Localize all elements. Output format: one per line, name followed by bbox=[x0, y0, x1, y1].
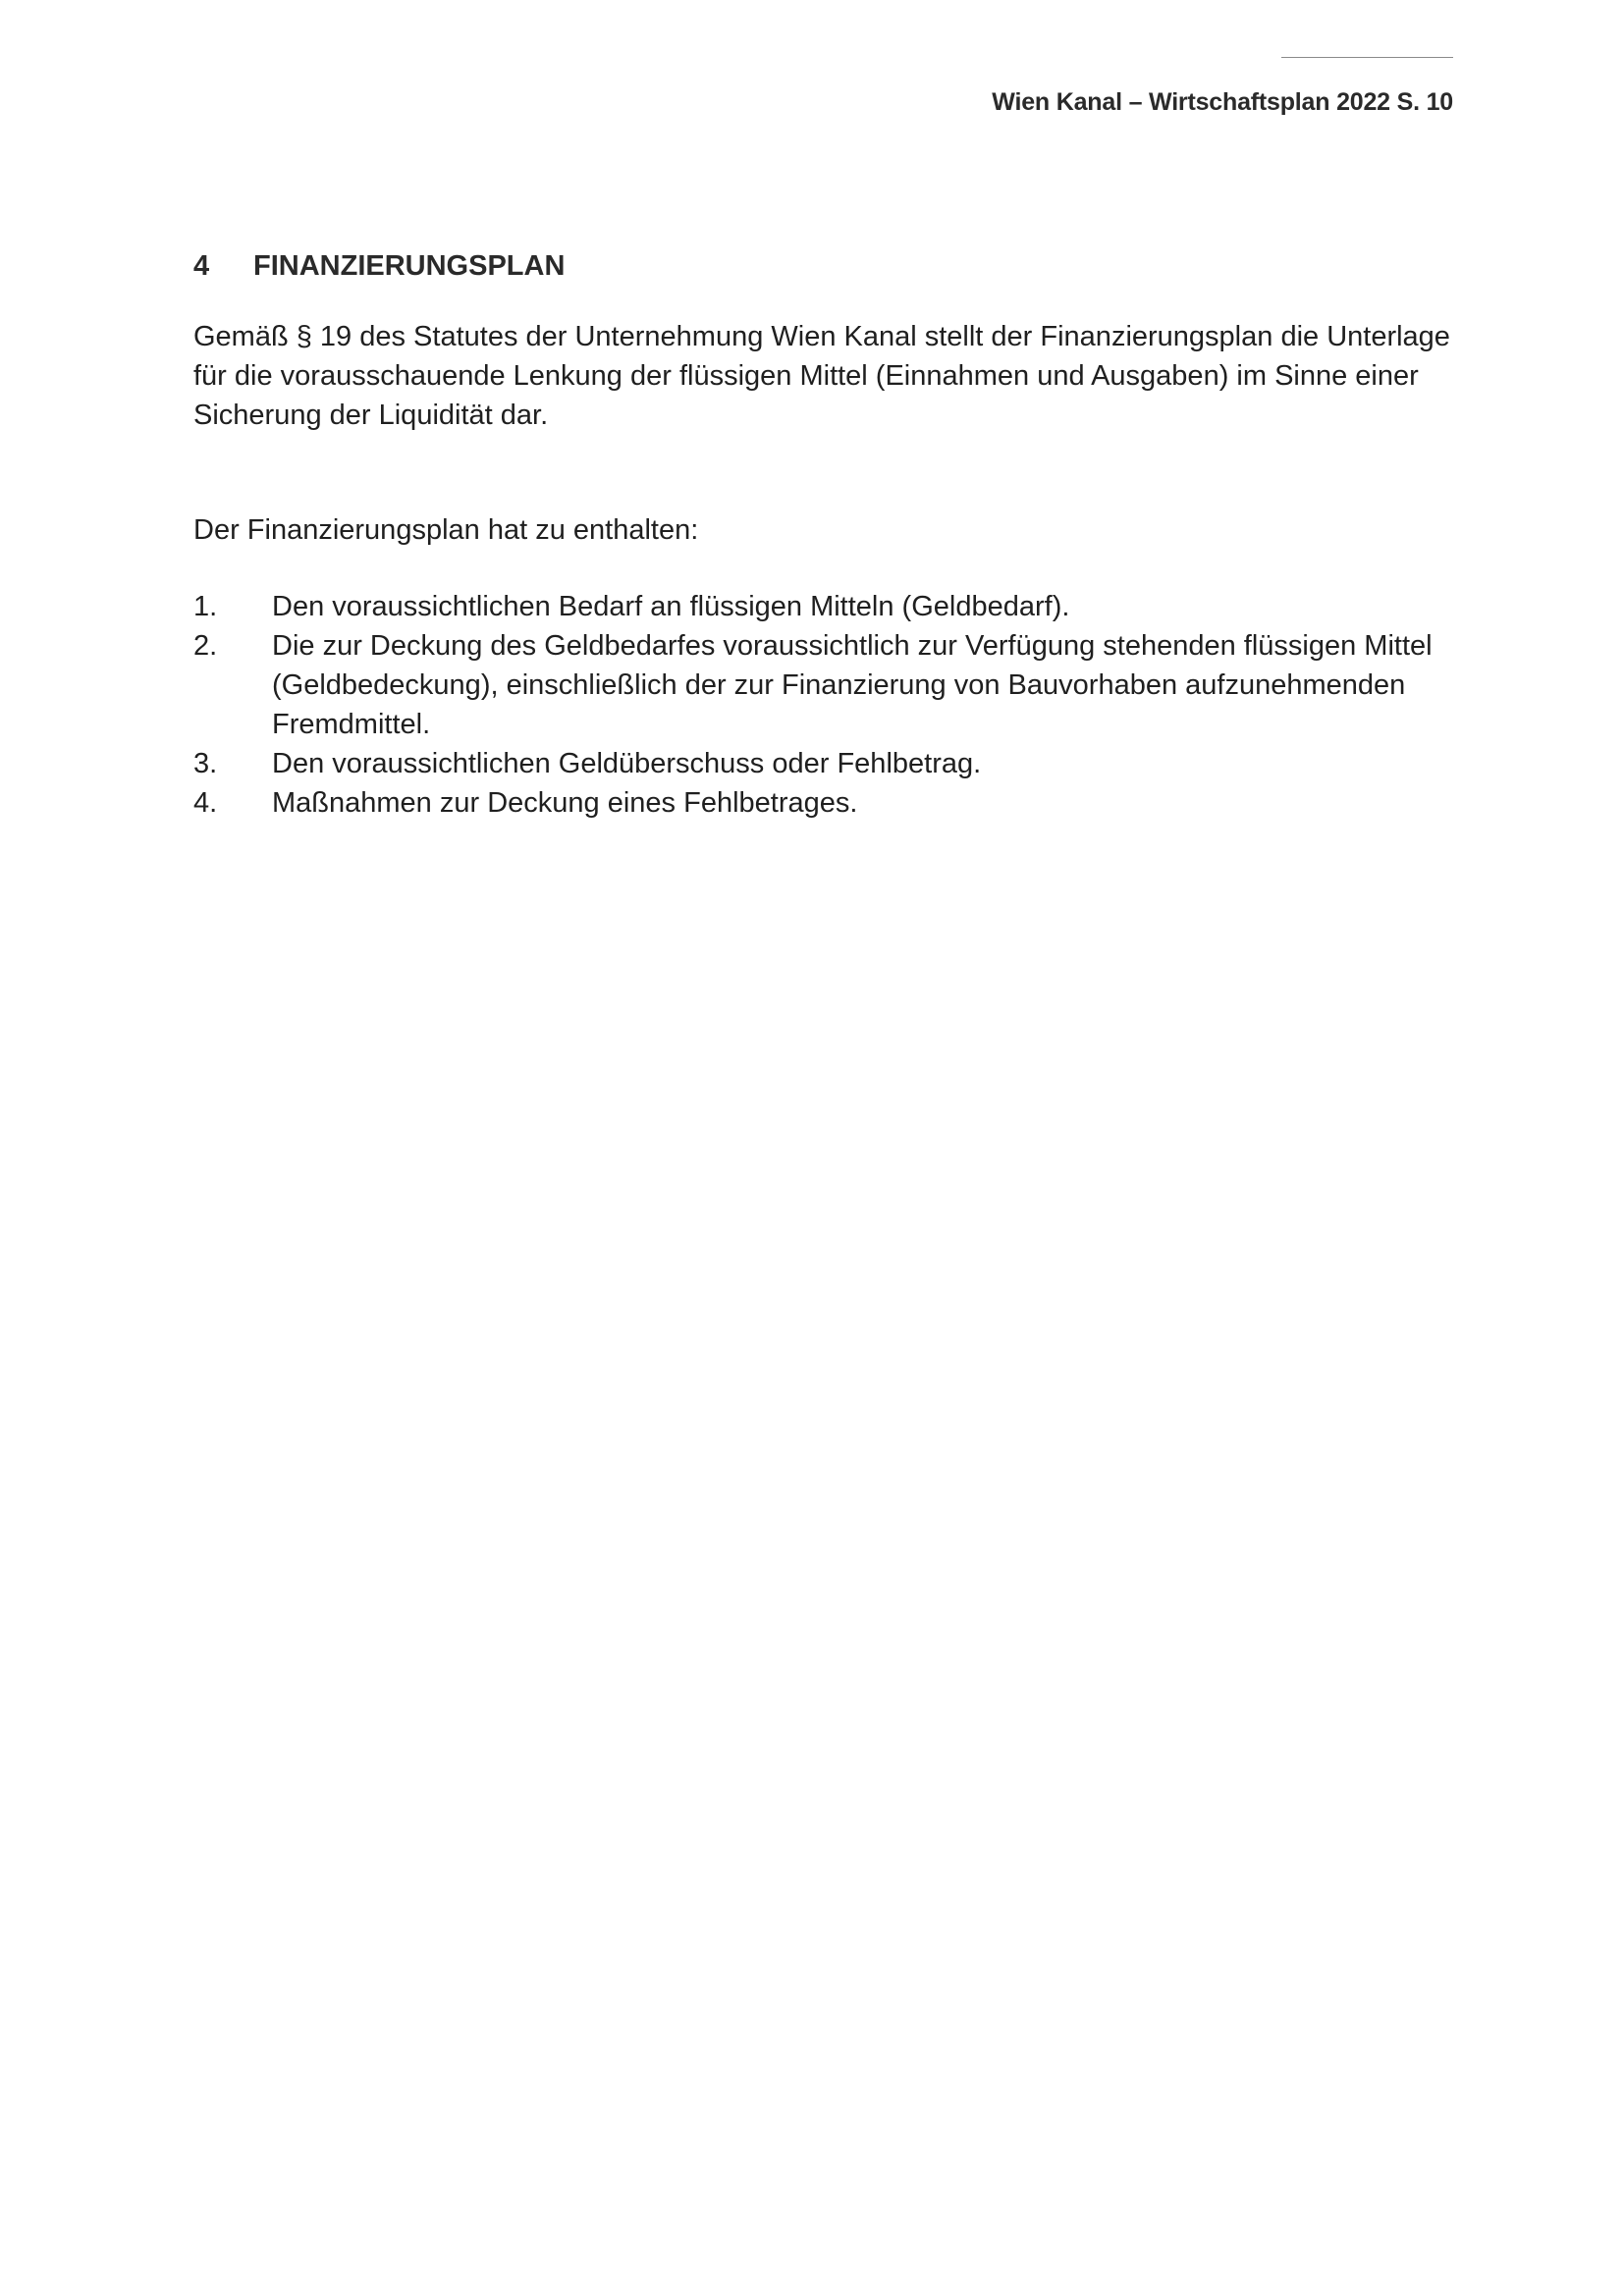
list-item-number: 2. bbox=[193, 630, 218, 662]
requirements-list bbox=[193, 587, 1489, 823]
list-item bbox=[193, 744, 1489, 783]
list-item-text: Den voraussichtlichen Bedarf an flüssigen Mitteln (Geldbedarf). bbox=[272, 591, 1070, 622]
list-item-number: 3. bbox=[193, 748, 218, 779]
intro-paragraph: Gemäß § 19 des Statutes der Unternehmung Wien Kanal stellt der Finanzierungsplan die Unterlage für die vorausschauende Lenkung der flüssigen Mittel (Einnahmen und Ausgaben) im Sinne einer Sicherung der Liquidität dar. bbox=[193, 321, 1450, 431]
section-heading bbox=[193, 250, 565, 283]
list-item bbox=[193, 587, 1489, 626]
list-intro: Der Finanzierungsplan hat zu enthalten: bbox=[193, 514, 699, 546]
list-item-text: Maßnahmen zur Deckung eines Fehlbetrages. bbox=[272, 787, 858, 819]
section-title: FINANZIERUNGSPLAN bbox=[253, 250, 566, 282]
header-rule bbox=[1281, 57, 1453, 58]
list-item-number: 4. bbox=[193, 787, 218, 819]
section-number: 4 bbox=[193, 250, 210, 282]
page-header: Wien Kanal – Wirtschaftsplan 2022 S. 10 bbox=[992, 88, 1453, 116]
list-item bbox=[193, 626, 1489, 744]
list-item-text: Die zur Deckung des Geldbedarfes voraussichtlich zur Verfügung stehenden flüssigen Mittel (Geldbedeckung), einschließlich der zur Finanzierung von Bauvorhaben aufzunehmenden Fremdmittel. bbox=[272, 630, 1433, 740]
list-item-number: 1. bbox=[193, 591, 218, 622]
list-item bbox=[193, 783, 1489, 823]
list-item-text: Den voraussichtlichen Geldüberschuss oder Fehlbetrag. bbox=[272, 748, 982, 779]
